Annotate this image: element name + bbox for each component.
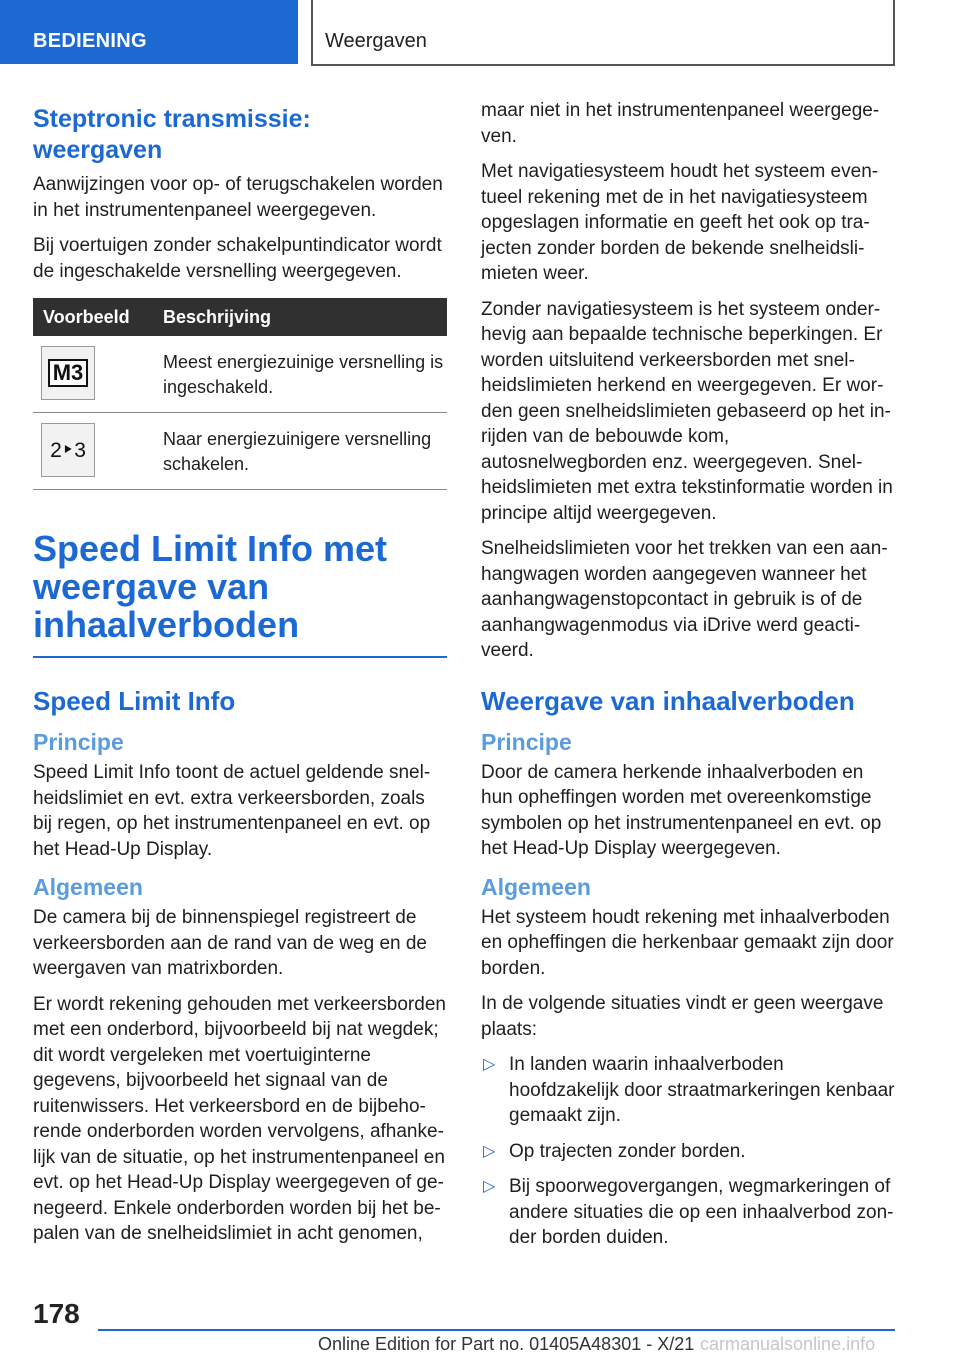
- steptronic-heading: Steptronic transmissie: weergaven: [33, 105, 311, 164]
- gear-display-table: [33, 298, 447, 490]
- subsection-heading: Principe: [33, 729, 124, 755]
- footer-rule: [98, 1329, 895, 1331]
- paragraph: Snelheidslimieten voor het trekken van een aanhangwagen worden aangegeven wanneer het aanhangwagenstopcontact in gebruik is of de aanhangwagenmodus via iDrive werd geactiveerd.: [481, 538, 888, 661]
- watermark: carmanualsonline.info: [700, 1334, 876, 1354]
- paragraph: De camera bij de binnenspiegel registreert de verkeersborden aan de rand van de weg en de weergaven van matrixborden.: [33, 907, 427, 979]
- table-header-cell: Voorbeeld: [33, 298, 153, 336]
- table-header-row: [33, 298, 447, 336]
- subsection-heading: Algemeen: [33, 874, 143, 900]
- heading-rule: [33, 656, 447, 658]
- list-item: [481, 1052, 896, 1129]
- page-header: [0, 0, 960, 68]
- table-cell: Naar energiezuinigere versnelling schakelen.: [153, 413, 447, 490]
- paragraph: Er wordt rekening gehouden met verkeersborden met een onderbord, bijvoorbeeld bij nat wegdek; dit wordt vergeleken met voertuiginterne gegevens, bijvoorbeeld het signaal van de ruitenwissers. Het verkeersbord en de bijbehorende onderborden worden vervolgens, afhankelijk van de situatie, op het instrumentenpaneel en evt. op het Head-Up Display weergegeven of genegeerd. Enkele onderborden worden bij het bepalen van de snelheidslimiet in acht genomen,: [33, 993, 446, 1244]
- paragraph: maar niet in het instrumentenpaneel weergegeven.: [481, 100, 880, 147]
- section-tab: [0, 0, 298, 64]
- paragraph: Bij voertuigen zonder schakelpuntindicator wordt de ingeschakelde versnelling weergegeven.: [33, 235, 442, 282]
- list-item: [481, 1174, 896, 1251]
- table-cell: [33, 413, 153, 490]
- section-heading: Speed Limit Info: [33, 686, 236, 716]
- gear-m3-icon: [41, 346, 95, 400]
- paragraph: Het systeem houdt rekening met inhaalverboden en opheffingen die herkenbaar gemaakt zijn door borden.: [481, 906, 894, 979]
- upshift-2-to-3-icon: [41, 423, 95, 477]
- paragraph: In de volgende situaties vindt er geen weergave plaats:: [481, 993, 884, 1040]
- section-heading: Weergave van inhaalverboden: [481, 685, 855, 716]
- triangle-bullet-icon: ▷: [483, 1142, 496, 1160]
- table-header-cell: Beschrijving: [153, 298, 447, 336]
- chapter-title: Weergaven: [325, 30, 427, 52]
- icon-label: 2‣3: [50, 438, 86, 462]
- right-column: [481, 98, 896, 1261]
- header-divider: [311, 0, 313, 66]
- edition-text: Online Edition for Part no. 01405A48301 - X/21: [318, 1334, 695, 1354]
- chapter-heading: Speed Limit Info met weergave van inhaalverboden: [33, 528, 388, 645]
- icon-label: M3: [48, 359, 89, 387]
- paragraph: Met navigatiesysteem houdt het systeem eventueel rekening met de in het navigatiesysteem opgeslagen informatie en geeft het ook op trajecten zonder borden de bekende snelheidslimieten weer.: [481, 161, 879, 284]
- list-item: [481, 1139, 896, 1165]
- table-row: [33, 413, 447, 490]
- subsection-heading: Algemeen: [481, 873, 591, 900]
- page-number: 178: [33, 1298, 80, 1329]
- paragraph: Door de camera herkende inhaalverboden en hun opheffingen worden met overeenkomstige symbolen op het instrumentenpaneel en evt. op het Head-Up Display weergegeven.: [481, 761, 882, 859]
- triangle-bullet-icon: ▷: [483, 1178, 496, 1195]
- left-column: [33, 104, 447, 1257]
- list-item-text: Bij spoorwegovergangen, wegmarkeringen of andere situaties die op een inhaalverbod zonder borden duiden.: [509, 1176, 894, 1248]
- bullet-list: [481, 1052, 896, 1251]
- subsection-heading: Principe: [481, 728, 572, 755]
- table-cell: [33, 336, 153, 413]
- triangle-bullet-icon: ▷: [483, 1056, 496, 1073]
- list-item-text: In landen waarin inhaalverboden hoofdzakelijk door straatmarkeringen kenbaar gemaakt zijn.: [509, 1054, 895, 1126]
- header-divider: [893, 0, 895, 66]
- paragraph: Speed Limit Info toont de actuel geldende snelheidslimiet en evt. extra verkeersborden, zoals bij regen, op het instrumentenpaneel en evt. op het Head-Up Display.: [33, 762, 431, 860]
- table-cell: Meest energiezuinige versnelling is ingeschakeld.: [153, 336, 447, 413]
- paragraph: Zonder navigatiesysteem is het systeem onderhevig aan bepaalde technische beperkingen. Er worden uitsluitend verkeersborden met snelheidslimieten herkend en weergegeven. Er worden geen snelheidslimieten gebaseerd op het inrijden van de bebouwde kom, autosnelwegborden enz. weergegeven. Snelheidslimieten met extra tekstinformatie worden in principe altijd weergegeven.: [481, 298, 893, 524]
- table-row: [33, 336, 447, 413]
- header-divider: [311, 64, 895, 66]
- paragraph: Aanwijzingen voor op- of terugschakelen worden in het instrumentenpaneel weergegeven.: [33, 174, 443, 221]
- list-item-text: Op trajecten zonder borden.: [509, 1140, 746, 1162]
- section-label: BEDIENING: [33, 30, 147, 52]
